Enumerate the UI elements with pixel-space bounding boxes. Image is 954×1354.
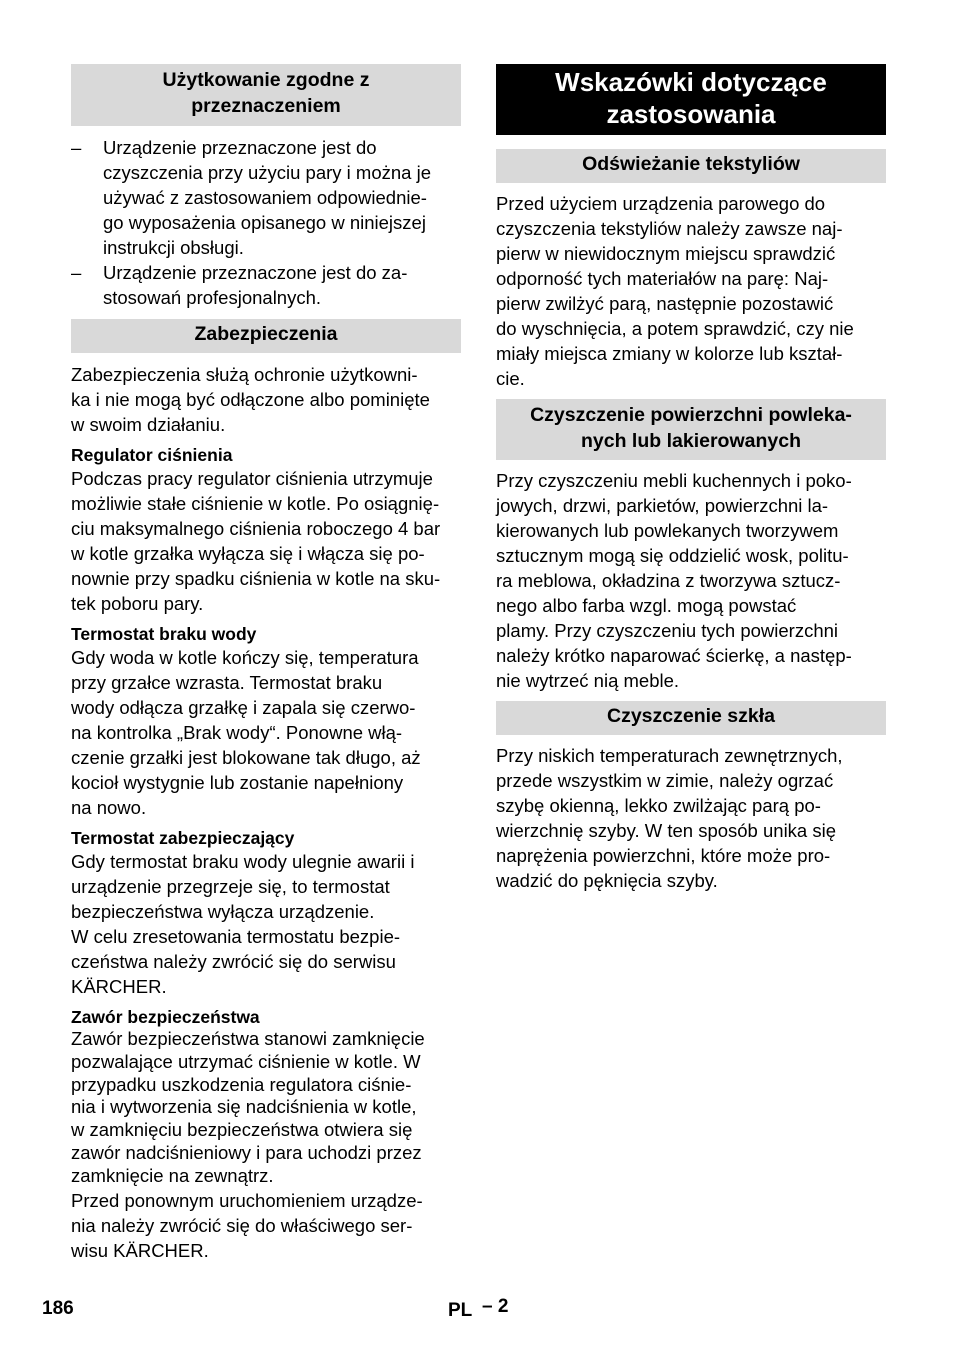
textiles-text: Przed użyciem urządzenia parowego do czyszczenia tekstyliów należy zawsze naj- pierw w niewidocznym miejscu sprawdzić odporność tych materiałów na parę: Naj- pierw zwilżyć parą, następnie pozostawić do wyschnięcia, a potem sprawdzić, czy nie miały miejsca zmiany w kolorze lub kształ- cie. bbox=[496, 193, 854, 389]
safety-valve-service-text: Przed ponownym uruchomieniem urządze- nia należy zwrócić się do właściwego ser- wisu KÄRCHER. bbox=[71, 1189, 423, 1261]
bullet-text: Urządzenie przeznaczone jest do za- stosowań profesjonalnych. bbox=[103, 262, 408, 308]
glass-text: Przy niskich temperaturach zewnętrznych, przede wszystkim w zimie, należy ogrzać szybę okienną, lekko zwilżając parą po- wierzchnię szyby. W ten sposób unika się naprężenia powierzchni, które może pro- wadzić do pęknięcia szyby. bbox=[496, 745, 843, 891]
water-thermostat-text: Gdy woda w kotle kończy się, temperatura przy grzałce wzrasta. Termostat braku wody odłącza grzałkę i zapala się czerwo- na kontrolka „Brak wody“. Ponowne włą- czenie grzałki jest blokowane tak długo, aż kocioł wystygnie lub zostanie napełniony na nowo. bbox=[71, 647, 421, 818]
pressure-regulator-text: Podczas pracy regulator ciśnienia utrzymuje możliwie stałe ciśnienie w kotle. Po osiągnię- ciu maksymalnego ciśnienia roboczego 4 bar w kotle grzałka wyłącza się i włącza się po- nownie przy spadku ciśnienia w kotle na sku- tek poboru pary. bbox=[71, 468, 441, 614]
bullet-dash: – bbox=[71, 262, 82, 283]
safety-thermostat-heading: Termostat zabezpieczający bbox=[71, 828, 295, 848]
usage-bullet bbox=[71, 260, 461, 310]
page-number: 186 bbox=[42, 1298, 74, 1319]
glass-heading: Czyszczenie szkła bbox=[496, 701, 886, 735]
text-line: Zawór bezpieczeństwa stanowi zamknięcie bbox=[71, 1028, 425, 1049]
text-line: w zamknięciu bezpieczeństwa otwiera się bbox=[71, 1119, 413, 1141]
safety-valve-text bbox=[71, 1028, 461, 1188]
bullet-dash: – bbox=[71, 137, 82, 158]
water-thermostat-heading: Termostat braku wody bbox=[71, 624, 257, 644]
pressure-regulator-heading: Regulator ciśnienia bbox=[71, 445, 233, 465]
usage-bullet bbox=[71, 135, 461, 260]
text-line: nia i wytworzenia się nadciśnienia w kotle, bbox=[71, 1096, 417, 1118]
text-line: przypadku uszkodzenia regulatora ciśnie- bbox=[71, 1073, 412, 1095]
left-column bbox=[71, 64, 461, 1263]
safety-intro: Zabezpieczenia służą ochronie użytkowni- ka i nie mogą być odłączone albo pominięte w swoim działaniu. bbox=[71, 364, 430, 435]
text-line: zamknięcie na zewnątrz. bbox=[71, 1164, 274, 1186]
safety-heading: Zabezpieczenia bbox=[71, 319, 461, 353]
coated-surfaces-text: Przy czyszczeniu mebli kuchennych i poko- jowych, drzwi, parkietów, powierzchni la- kierowanych lub powlekanych tworzywem sztucznym mogą się oddzielić wosk, politu- ra meblowa, okładzina z tworzywa sztucz- nego albo farba wzgl. mogą powstać plamy. Przy czyszczeniu tych powierzchni należy krótko naparować ścierkę, a następ- nie wytrzeć nią meble. bbox=[496, 470, 852, 691]
main-heading: Wskazówki dotyczące zastosowania bbox=[496, 64, 886, 135]
coated-surfaces-heading: Czyszczenie powierzchni powleka- nych lub lakierowanych bbox=[496, 399, 886, 460]
text-line: zawór nadciśnieniowy i para uchodzi przez bbox=[71, 1141, 422, 1163]
safety-valve-heading: Zawór bezpieczeństwa bbox=[71, 1007, 260, 1027]
usage-heading: Użytkowanie zgodne z przeznaczeniem bbox=[71, 64, 461, 126]
safety-thermostat-text: Gdy termostat braku wody ulegnie awarii i urządzenie przegrzeje się, to termostat bezpieczeństwa wyłącza urządzenie. W celu zresetowania termostatu bezpie- czeństwa należy zwrócić się do serwisu KÄRCHER. bbox=[71, 851, 415, 997]
bullet-text: Urządzenie przeznaczone jest do czyszczenia przy użyciu pary i można je używać z zastosowaniem odpowiednie- go wyposażenia opisanego w niniejszej instrukcji obsługi. bbox=[103, 137, 431, 258]
text-line: pozwalające utrzymać ciśnienie w kotle. W bbox=[71, 1050, 421, 1072]
language-code: PL bbox=[448, 1300, 473, 1321]
right-column bbox=[496, 64, 886, 893]
textiles-heading: Odświeżanie tekstyliów bbox=[496, 149, 886, 183]
section-number: – 2 bbox=[482, 1296, 509, 1317]
